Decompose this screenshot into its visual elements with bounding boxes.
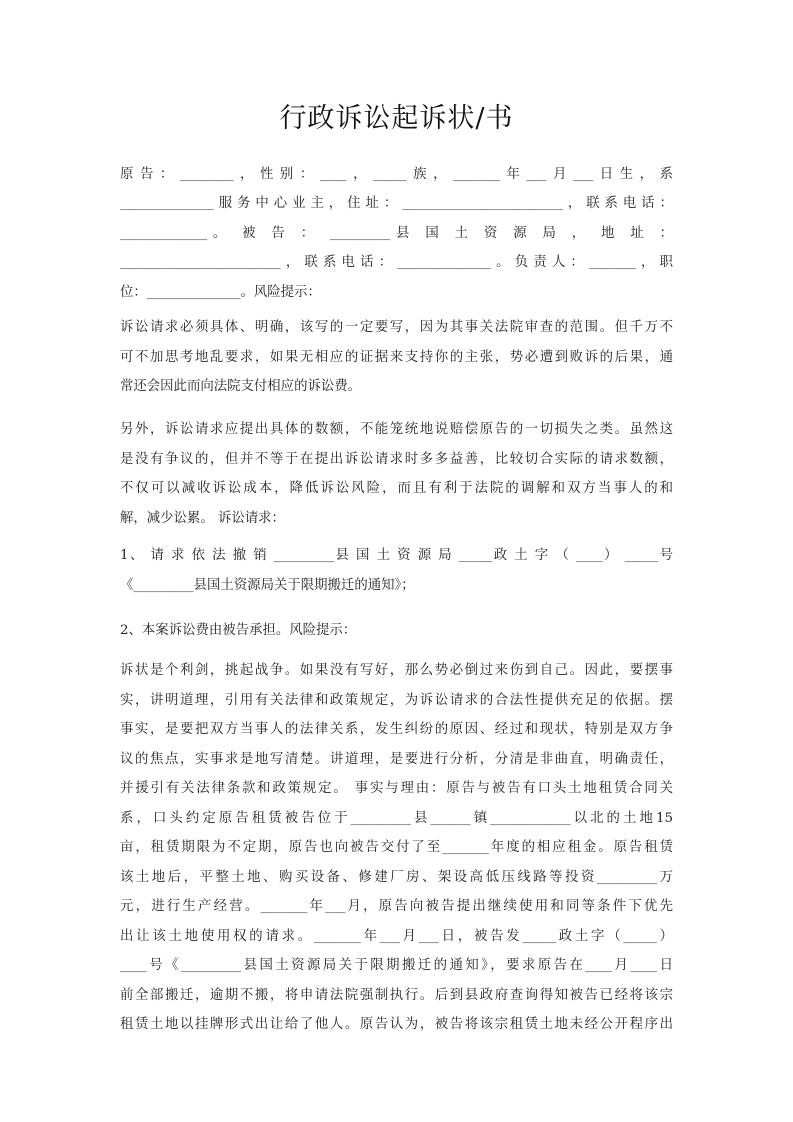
- facts-line-6: 系，口头约定原告租赁被告位于_________县______镇____________以北的土地15: [120, 811, 673, 826]
- parties-info-line-3: _____________。 被 告 ： _________县 国 土 资 源 局 ， 地 址 ：: [120, 226, 673, 241]
- risk-note-2-line-4: 解，减少讼累。 诉讼请求：: [120, 511, 285, 526]
- facts-line-7: 亩，租赁期限为不定期，原告也向被告交付了至_______年度的相应租金。原告租赁: [120, 840, 673, 855]
- risk-note-2-line-1: 另外，诉讼请求应提出具体的数额，不能笼统地说赔偿原告的一切损失之类。虽然这: [120, 422, 673, 437]
- facts-line-2: 实，讲明道理，引用有关法律和政策规定，为诉讼请求的合法性提供充足的依据。摆: [120, 693, 673, 708]
- risk-note-2-line-2: 是没有争议的，但并不等于在提出诉讼请求时多多益善，比较切合实际的请求数额，: [120, 452, 673, 467]
- parties-info-line-5: 位：______________。风险提示：: [120, 285, 321, 300]
- risk-note-1-line-3: 常还会因此而向法院支付相应的诉讼费。: [120, 379, 362, 394]
- facts-line-5: 并援引有关法律条款和政策规定。 事实与理由：原告与被告有口头土地租赁合同关: [120, 781, 673, 796]
- facts-line-13: 租赁土地以挂牌形式出让给了他人。原告认为，被告将该宗租赁土地未经公开程序出: [120, 1017, 673, 1032]
- facts-line-11: ____号《_________县国土资源局关于限期搬迁的通知》，要求原告在____月____日: [120, 958, 673, 973]
- risk-note-2-line-3: 不仅可以减收诉讼成本，降低诉讼风险，而且有利于法院的调解和双方当事人的和: [120, 481, 673, 496]
- claim-2-line-1: 2、本案诉讼费由被告承担。风险提示：: [120, 623, 357, 638]
- parties-info-line-1: 原告：________，性别：____，_____族，_______年___月___日生，系: [120, 167, 673, 182]
- claim-1-line-2: 《_________县国土资源局关于限期搬迁的通知》；: [120, 578, 415, 593]
- facts-line-10: 出让该土地使用权的请求。_______年___月___日，被告发_____政土字（_____）: [120, 929, 673, 944]
- facts-line-1: 诉状是个利剑，挑起战争。如果没有写好，那么势必倒过来伤到自己。因此，要摆事: [120, 663, 673, 678]
- facts-line-9: 元，进行生产经营。_______年___月，原告向被告提出继续使用和同等条件下优先: [120, 899, 673, 914]
- risk-note-1-line-1: 诉讼请求必须具体、明确，该写的一定要写，因为其事关法院审查的范围。但千万不: [120, 320, 673, 335]
- facts-line-8: 该土地后，平整土地、购买设备、修建厂房、架设高低压线路等投资_________万: [120, 870, 673, 885]
- parties-info-line-4: ________________________，联系电话：______________。负责人：_______，职: [120, 255, 673, 270]
- parties-info-line-2: ______________服务中心业主，住址：________________________，联系电话：: [120, 196, 673, 211]
- facts-line-4: 议的焦点，实事求是地写清楚。讲道理，是要进行分析，分清是非曲直，明确责任，: [120, 752, 673, 767]
- facts-line-3: 事实，是要把双方当事人的法律关系，发生纠纷的原因、经过和现状，特别是双方争: [120, 722, 673, 737]
- risk-note-1-line-2: 可不加思考地乱要求，如果无相应的证据来支持你的主张，势必遭到败诉的后果，通: [120, 350, 673, 365]
- document-title: 行政诉讼起诉状/书: [279, 103, 514, 134]
- facts-line-12: 前全部搬迁，逾期不搬，将申请法院强制执行。后到县政府查询得知被告已经将该宗: [120, 988, 673, 1003]
- claim-1-line-1: 1、 请 求 依 法 撤 销 _________县 国 土 资 源 局 _____政 土 字 （ ____） _____号: [120, 548, 673, 563]
